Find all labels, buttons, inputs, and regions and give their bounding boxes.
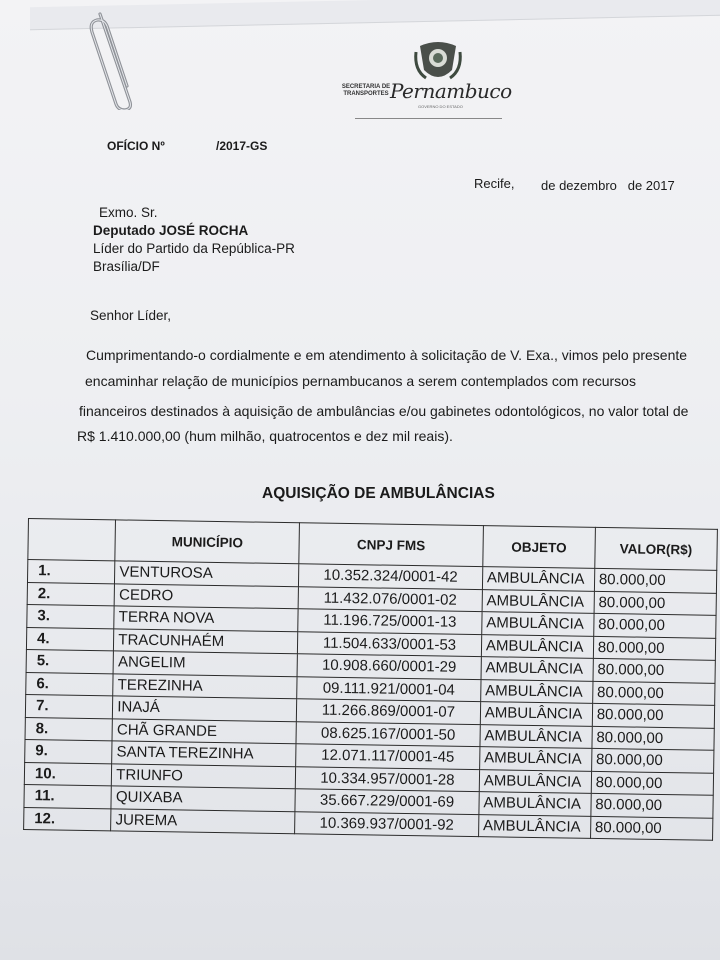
row-number: 12. [24,807,112,831]
letterhead-logo [340,40,512,120]
paragraph-line: encaminhar relação de municípios pernambucanos a serem contemplados com recursos [85,373,636,389]
row-number: 10. [24,762,112,786]
row-objeto: AMBULÂNCIA [480,724,592,748]
paragraph-line: R$ 1.410.000,00 (hum milhão, quatrocentos e dez mil reais). [77,428,453,444]
row-municipio: ANGELIM [113,651,297,676]
row-valor: 80.000,00 [593,613,716,637]
greeting: Senhor Líder, [90,308,172,323]
row-objeto: AMBULÂNCIA [481,634,593,658]
row-number: 7. [25,694,113,718]
row-number: 1. [27,560,115,584]
row-number: 3. [27,604,115,628]
header-number [28,519,116,561]
state-emblem-icon [412,40,464,84]
letterhead-divider [355,118,502,119]
row-municipio: CEDRO [114,583,298,608]
row-municipio: QUIXABA [111,786,295,811]
oficio-label: OFÍCIO Nº [107,139,165,153]
ambulance-table [23,518,720,869]
row-valor: 80.000,00 [593,658,716,682]
pernambuco-wordmark: Pernambuco [390,79,512,103]
paragraph-line: financeiros destinados à aquisição de ambulâncias e/ou gabinetes odontológicos, no valor total de [79,403,689,419]
city: Recife, [474,176,515,191]
row-valor: 80.000,00 [594,568,717,592]
row-valor: 80.000,00 [591,771,714,795]
row-cnpj: 11.504.633/0001-53 [297,631,481,656]
header-valor: VALOR(R$) [595,527,718,570]
row-valor: 80.000,00 [591,793,714,817]
row-valor: 80.000,00 [590,816,713,840]
row-valor: 80.000,00 [593,636,716,660]
row-cnpj: 10.908.660/0001-29 [297,654,481,679]
row-objeto: AMBULÂNCIA [481,657,593,681]
row-cnpj: 35.667.229/0001-69 [295,789,479,814]
recipient-name: Deputado JOSÉ ROCHA [93,223,249,238]
recipient-role: Líder do Partido da República-PR [93,241,295,256]
row-cnpj: 11.266.869/0001-07 [296,699,480,724]
row-cnpj: 10.369.937/0001-92 [295,811,479,836]
tagline: GOVERNO DO ESTADO [418,104,463,109]
paperclip-icon [82,10,142,110]
row-objeto: AMBULÂNCIA [482,612,594,636]
row-cnpj: 10.352.324/0001-42 [299,564,483,589]
row-number: 4. [26,627,114,651]
recipient-location: Brasília/DF [93,259,160,274]
row-number: 8. [25,717,113,741]
row-municipio: INAJÁ [113,696,297,721]
row-objeto: AMBULÂNCIA [479,747,591,771]
row-number: 11. [24,784,112,808]
row-municipio: SANTA TEREZINHA [112,741,296,766]
row-valor: 80.000,00 [592,726,715,750]
row-objeto: AMBULÂNCIA [479,769,591,793]
row-valor: 80.000,00 [592,703,715,727]
row-municipio: VENTUROSA [115,561,299,586]
table-title: AQUISIÇÃO DE AMBULÂNCIAS [262,485,495,502]
row-number: 2. [27,582,115,606]
row-objeto: AMBULÂNCIA [482,589,594,613]
row-valor: 80.000,00 [591,748,714,772]
row-municipio: JUREMA [111,808,295,833]
paragraph-line: Cumprimentando-o cordialmente e em atendimento à solicitação de V. Exa., vimos pelo presente [86,347,688,363]
header-cnpj: CNPJ FMS [299,523,483,567]
header-municipio: MUNICÍPIO [115,520,299,564]
row-municipio: TRIUNFO [112,763,296,788]
row-valor: 80.000,00 [594,591,717,615]
row-objeto: AMBULÂNCIA [478,814,590,838]
recipient-salutation: Exmo. Sr. [99,205,158,220]
row-objeto: AMBULÂNCIA [482,567,594,591]
row-number: 5. [26,649,114,673]
row-cnpj: 11.196.725/0001-13 [298,609,482,634]
row-objeto: AMBULÂNCIA [480,702,592,726]
header-objeto: OBJETO [483,526,596,569]
row-number: 6. [26,672,114,696]
row-number: 9. [25,739,113,763]
secretaria-label: SECRETARIA DE TRANSPORTES [341,84,391,97]
row-cnpj: 11.432.076/0001-02 [298,586,482,611]
row-objeto: AMBULÂNCIA [481,679,593,703]
row-municipio: TRACUNHAÉM [114,628,298,653]
row-cnpj: 08.625.167/0001-50 [296,721,480,746]
row-objeto: AMBULÂNCIA [479,792,591,816]
row-municipio: TEREZINHA [113,673,297,698]
row-cnpj: 10.334.957/0001-28 [295,766,479,791]
oficio-number: /2017-GS [216,139,268,153]
row-municipio: TERRA NOVA [114,606,298,631]
date: de dezembro de 2017 [541,178,675,193]
row-cnpj: 09.111.921/0001-04 [297,676,481,701]
row-valor: 80.000,00 [592,681,715,705]
row-municipio: CHÃ GRANDE [112,718,296,743]
row-cnpj: 12.071.117/0001-45 [296,744,480,769]
